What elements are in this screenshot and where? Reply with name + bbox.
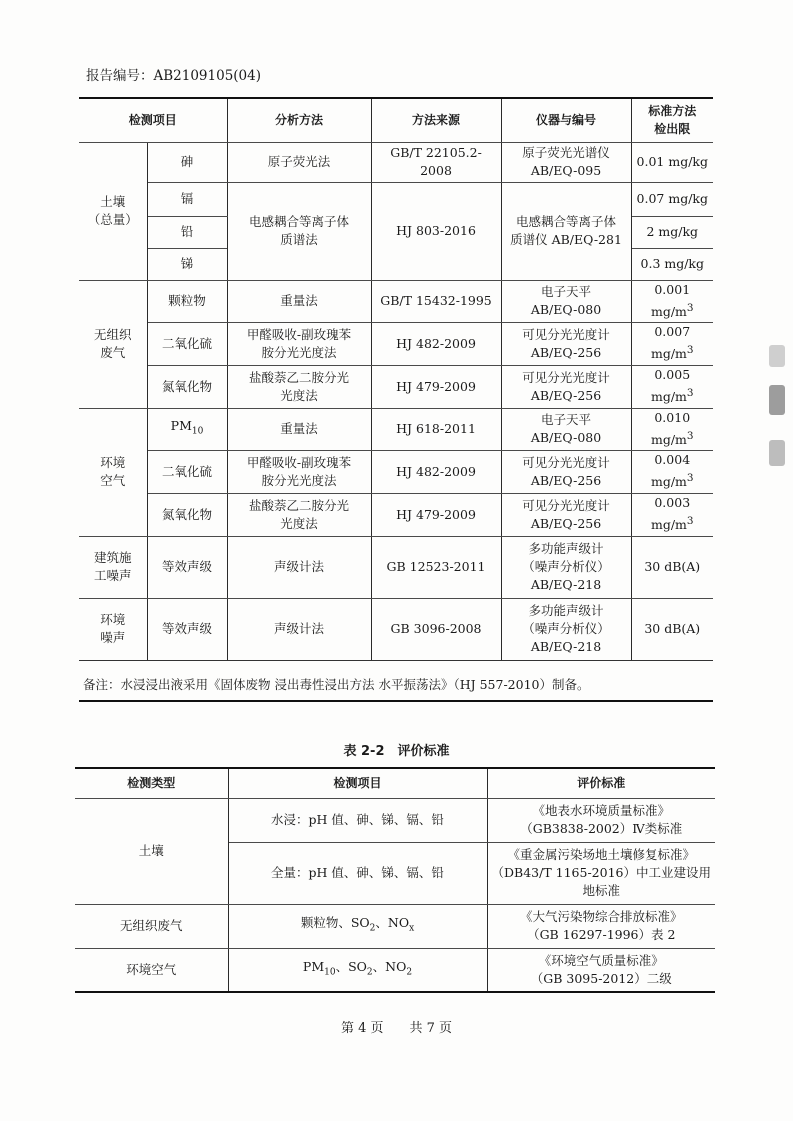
source-construction-noise: GB 12523-2011 [371, 536, 501, 598]
group-ambient-air: 环境 空气 [79, 408, 147, 536]
item-pm10: $PM_{10}$ [147, 408, 227, 450]
item-nox: 氮氧化物 [147, 493, 227, 536]
source-afs: GB/T 22105.2-2008 [371, 142, 501, 182]
item-so2: 二氧化硫 [147, 322, 227, 365]
source-icpms: HJ 803-2016 [371, 182, 501, 280]
limit-environmental-noise: 30 dB(A) [631, 598, 713, 660]
header-item: 检测项目 [79, 98, 227, 142]
limit-particulate: 0.001 $mg/m^3$ [631, 280, 713, 322]
standard-ambient-air-quality: 《环境空气质量标准》 （GB 3095-2012）二级 [487, 948, 715, 992]
report-number: 报告编号：AB2109105(04) [86, 68, 262, 84]
table-row [79, 536, 713, 598]
limit-nox: 0.005 $mg/m^3$ [631, 365, 713, 408]
detection-methods-table [79, 97, 713, 661]
instrument-sound-level-meter: 多功能声级计 （噪声分析仪） AB/EQ-218 [501, 536, 631, 598]
table-note: 备注：水浸浸出液采用《固体废物 浸出毒性浸出方法 水平振荡法》（HJ 557-2010）制备。 [79, 674, 713, 702]
source-so2: HJ 482-2009 [371, 450, 501, 493]
header-standard: 评价标准 [487, 768, 715, 798]
source-so2: HJ 482-2009 [371, 322, 501, 365]
table-row [75, 948, 715, 992]
item-antimony: 锑 [147, 248, 227, 280]
method-afs: 原子荧光法 [227, 142, 371, 182]
method-so2: 甲醛吸收-副玫瑰苯 胺分光光度法 [227, 322, 371, 365]
limit-so2: 0.007 $mg/m^3$ [631, 322, 713, 365]
item-equivalent-sound-level: 等效声级 [147, 598, 227, 660]
item-cadmium: 镉 [147, 182, 227, 216]
header-method: 分析方法 [227, 98, 371, 142]
item-particulate: 颗粒物 [147, 280, 227, 322]
table2-caption: 表 2-2 评价标准 [343, 744, 450, 759]
standard-air-pollutant-emission: 《大气污染物综合排放标准》 （GB 16297-1996）表 2 [487, 904, 715, 948]
group-soil: 土壤 （总量） [79, 142, 147, 280]
item-total: 全量：pH 值、砷、锑、镉、铅 [228, 842, 487, 904]
type-ambient-air: 环境空气 [75, 948, 228, 992]
source-environmental-noise: GB 3096-2008 [371, 598, 501, 660]
header-item: 检测项目 [228, 768, 487, 798]
limit-antimony: 0.3 mg/kg [631, 248, 713, 280]
method-gravimetric: 重量法 [227, 280, 371, 322]
source-nox: HJ 479-2009 [371, 493, 501, 536]
header-instrument: 仪器与编号 [501, 98, 631, 142]
table-row [79, 598, 713, 660]
table-row [79, 182, 713, 216]
header-source: 方法来源 [371, 98, 501, 142]
method-nox: 盐酸萘乙二胺分光 光度法 [227, 365, 371, 408]
item-nox: 氮氧化物 [147, 365, 227, 408]
group-fugitive-gas: 无组织 废气 [79, 280, 147, 408]
method-gravimetric: 重量法 [227, 408, 371, 450]
table-row [79, 450, 713, 493]
group-environmental-noise: 环境 噪声 [79, 598, 147, 660]
method-so2: 甲醛吸收-副玫瑰苯 胺分光光度法 [227, 450, 371, 493]
source-nox: HJ 479-2009 [371, 365, 501, 408]
item-arsenic: 砷 [147, 142, 227, 182]
instrument-spectrophotometer: 可见分光光度计 AB/EQ-256 [501, 365, 631, 408]
page-footer: 第 4 页 共 7 页 [340, 1021, 453, 1036]
instrument-balance: 电子天平 AB/EQ-080 [501, 280, 631, 322]
limit-pm10: 0.010 $mg/m^3$ [631, 408, 713, 450]
method-sound-level-meter: 声级计法 [227, 536, 371, 598]
standard-surface-water: 《地表水环境质量标准》 （GB3838-2002）Ⅳ类标准 [487, 798, 715, 842]
table-row [79, 142, 713, 182]
instrument-sound-level-meter: 多功能声级计 （噪声分析仪） AB/EQ-218 [501, 598, 631, 660]
type-soil: 土壤 [75, 798, 228, 904]
table-row [79, 280, 713, 322]
limit-cadmium: 0.07 mg/kg [631, 182, 713, 216]
instrument-spectrophotometer: 可见分光光度计 AB/EQ-256 [501, 493, 631, 536]
item-equivalent-sound-level: 等效声级 [147, 536, 227, 598]
table-row [79, 322, 713, 365]
item-fugitive: 颗粒物、$SO_2$、$NO_x$ [228, 904, 487, 948]
table-row [75, 904, 715, 948]
item-water-leach: 水浸：pH 值、砷、锑、镉、铅 [228, 798, 487, 842]
header-type: 检测类型 [75, 768, 228, 798]
limit-lead: 2 mg/kg [631, 216, 713, 248]
item-so2: 二氧化硫 [147, 450, 227, 493]
limit-so2: 0.004 $mg/m^3$ [631, 450, 713, 493]
instrument-icpms: 电感耦合等离子体 质谱仪 AB/EQ-281 [501, 182, 631, 280]
table-header-row [79, 98, 713, 142]
method-icpms: 电感耦合等离子体 质谱法 [227, 182, 371, 280]
instrument-balance: 电子天平 AB/EQ-080 [501, 408, 631, 450]
method-nox: 盐酸萘乙二胺分光 光度法 [227, 493, 371, 536]
type-fugitive-gas: 无组织废气 [75, 904, 228, 948]
instrument-spectrophotometer: 可见分光光度计 AB/EQ-256 [501, 450, 631, 493]
table-header-row [75, 768, 715, 798]
table-row [79, 365, 713, 408]
item-ambient: $PM_{10}$、$SO_2$、$NO_2$ [228, 948, 487, 992]
instrument-spectrophotometer: 可见分光光度计 AB/EQ-256 [501, 322, 631, 365]
limit-nox: 0.003 $mg/m^3$ [631, 493, 713, 536]
group-construction-noise: 建筑施 工噪声 [79, 536, 147, 598]
header-limit: 标准方法 检出限 [631, 98, 713, 142]
limit-construction-noise: 30 dB(A) [631, 536, 713, 598]
seal-edge-mark [765, 345, 791, 485]
standard-soil-remediation: 《重金属污染场地土壤修复标准》 （DB43/T 1165-2016）中工业建设用 地标准 [487, 842, 715, 904]
evaluation-standards-table [75, 767, 715, 993]
table-row [75, 798, 715, 842]
table-row [79, 493, 713, 536]
source-gravimetric: GB/T 15432-1995 [371, 280, 501, 322]
instrument-afs: 原子荧光光谱仪 AB/EQ-095 [501, 142, 631, 182]
item-lead: 铅 [147, 216, 227, 248]
source-pm10: HJ 618-2011 [371, 408, 501, 450]
limit-arsenic: 0.01 mg/kg [631, 142, 713, 182]
method-sound-level-meter: 声级计法 [227, 598, 371, 660]
table-row [79, 408, 713, 450]
